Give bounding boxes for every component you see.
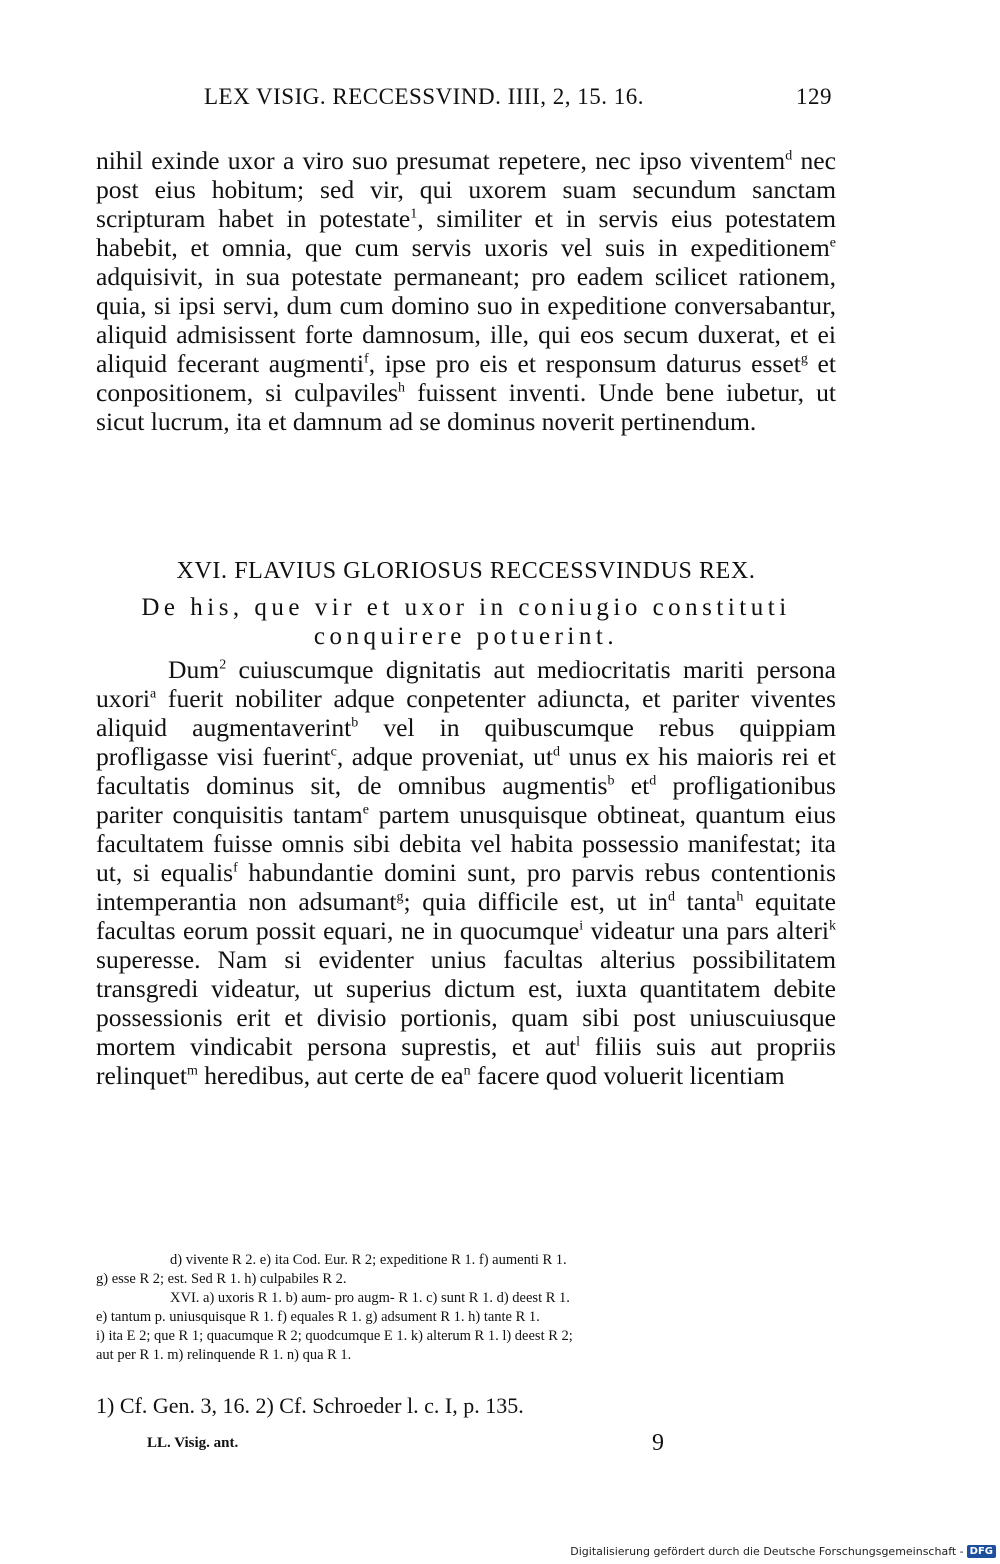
text-run: Dum: [168, 655, 220, 684]
running-head-title: LEX VISIG. RECCESSVIND. IIII, 2, 15. 16.: [204, 84, 644, 109]
note-marker: g: [396, 889, 404, 905]
text-run: vel in quibuscumque rebus quippiam profligasse visi fuerint: [96, 713, 836, 771]
text-run: ; quia difficile est, ut in: [403, 887, 668, 916]
note-marker: m: [186, 1063, 198, 1079]
apparatus-line: d) vivente R 2. e) ita Cod. Eur. R 2; expeditione R 1. f) aumenti R 1.: [170, 1252, 567, 1268]
text-run: adquisivit, in sua potestate permaneant; pro eadem scilicet rationem, quia, si ipsi servi, dum cum domino suo in expeditione conversabantur, aliquid admisissent forte damnosum, ille, qui eos secum duxerat, et ei aliquid fecerant augmenti: [96, 262, 836, 378]
text-run: habundantie domini sunt, pro parvis rebus contentionis intemperantia non adsumant: [96, 858, 837, 916]
text-run: nec post eius hobitum; sed vir, qui uxorem suam secundum sanctam scripturam habet in potestate: [96, 146, 836, 233]
apparatus-line: e) tantum p. uniusquisque R 1. f) equales R 1. g) adsument R 1. h) tante R 1.: [96, 1309, 540, 1325]
note-marker: a: [150, 686, 157, 702]
text-run: cuiuscumque dignitatis aut mediocritatis mariti persona uxori: [96, 655, 836, 713]
note-marker: 2: [219, 657, 227, 673]
text-run: et: [614, 771, 650, 800]
section-16-text: [96, 655, 836, 1090]
text-run: fuerit nobiliter adque conpetenter adiuncta, et pariter viventes aliquid augmentaverint: [96, 684, 836, 742]
page-number: 129: [796, 84, 832, 109]
section-15-text: [96, 146, 836, 436]
note-marker: i: [579, 918, 584, 934]
credit-text: Digitalisierung gefördert durch die Deutsche Forschungsgemeinschaft -: [570, 1544, 964, 1558]
text-run: videatur una pars alteri: [583, 916, 829, 945]
text-run: , adque proveniat, ut: [336, 742, 553, 771]
text-run: superesse. Nam si evidenter unius facultas alterius possibilitatem transgredi videatur, ut superius dictum est, iuxta quantitatem debite possessionis erit et divisio portionis, quam sibi post uniuscuiusque mortem vindicabit persona suprestis, et aut: [96, 945, 836, 1061]
running-head: [96, 80, 836, 116]
note-marker: l: [576, 1034, 581, 1050]
text-run: fuissent inventi. Unde bene iubetur, ut sicut lucrum, ita et damnum ad se dominus noverit pertinendum.: [96, 378, 836, 436]
text-run: heredibus, aut certe de ea: [197, 1061, 464, 1090]
note-marker: b: [607, 773, 615, 789]
text-run: profligationibus pariter conquisitis tantam: [96, 771, 836, 829]
note-marker: d: [785, 148, 793, 164]
note-marker: f: [233, 860, 238, 876]
note-marker: h: [398, 380, 406, 396]
text-run: , similiter et in servis eius potestatem habebit, et omnia, que cum servis uxoris vel suis in expeditionem: [96, 204, 836, 262]
apparatus-line: i) ita E 2; que R 1; quacumque R 2; quodcumque E 1. k) alterum R 1. l) deest R 2;: [96, 1328, 573, 1344]
text-run: facere quod voluerit licentiam: [470, 1061, 785, 1090]
source-footnotes: 1) Cf. Gen. 3, 16. 2) Cf. Schroeder l. c. I, p. 135.: [96, 1393, 524, 1418]
note-marker: e: [362, 802, 369, 818]
note-marker: 1: [410, 206, 418, 222]
note-marker: k: [828, 918, 836, 934]
note-marker: n: [463, 1063, 471, 1079]
note-marker: f: [364, 351, 369, 367]
dfg-logo-icon: DFG: [967, 1545, 996, 1558]
apparatus-line: aut per R 1. m) relinquende R 1. n) qua R 1.: [96, 1347, 352, 1363]
text-run: unus ex his maioris rei et facultatis dominus sit, de omnibus augmentis: [96, 742, 836, 800]
note-marker: g: [800, 351, 808, 367]
text-run: tanta: [674, 887, 737, 916]
text-run: , ipse pro eis et responsum daturus esset: [368, 349, 801, 378]
text-run: et conpositionem, si culpaviles: [96, 349, 836, 407]
chapter-rubric: De his, que vir et uxor in coniugio constituti conquirere potuerint.: [141, 594, 791, 650]
note-marker: d: [667, 889, 675, 905]
text-run: nihil exinde uxor a viro suo presumat repetere, nec ipso viventem: [96, 146, 786, 175]
digitization-credit: [570, 1545, 996, 1559]
apparatus-line: g) esse R 2; est. Sed R 1. h) culpabiles R 2.: [96, 1271, 347, 1287]
note-marker: b: [351, 715, 359, 731]
apparatus-line: XVI. a) uxoris R 1. b) aum- pro augm- R 1. c) sunt R 1. d) deest R 1.: [170, 1290, 570, 1306]
note-marker: h: [736, 889, 744, 905]
signature-number: 9: [652, 1430, 664, 1456]
text-run: partem unusquisque obtineat, quantum eius facultatem fuisse omnis sibi debita vel habita possessio manifestat; ita ut, si equalis: [96, 800, 837, 887]
text-run: filiis suis aut propriis relinquet: [96, 1032, 836, 1090]
note-marker: d: [649, 773, 657, 789]
note-marker: c: [330, 744, 337, 760]
signature-label: LL. Visig. ant.: [147, 1435, 239, 1451]
chapter-heading: XVI. FLAVIUS GLORIOSUS RECCESSVINDUS REX.: [176, 558, 756, 584]
text-run: equitate facultas eorum possit equari, ne in quocumque: [96, 887, 836, 945]
critical-apparatus: [96, 1251, 836, 1365]
note-marker: d: [553, 744, 560, 760]
note-marker: e: [829, 235, 836, 251]
printer-signature: [96, 1430, 836, 1460]
